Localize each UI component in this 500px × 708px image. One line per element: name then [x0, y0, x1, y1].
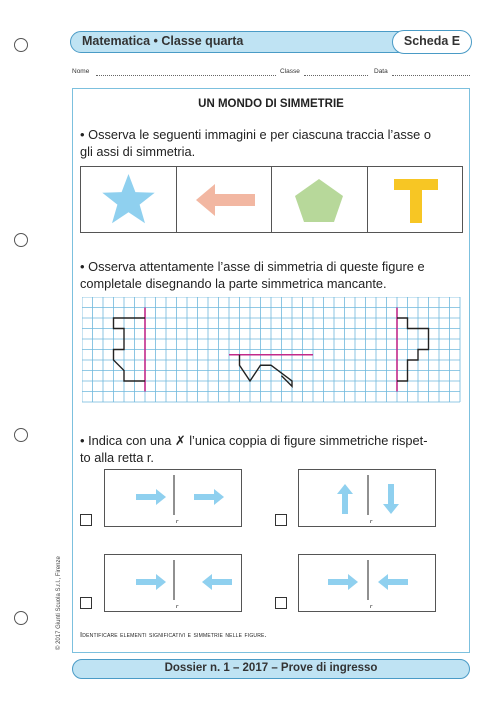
arrow-left-icon	[202, 574, 232, 590]
arrow-right-icon	[328, 574, 358, 590]
exercise3-instruction	[80, 432, 468, 466]
arrow-right-icon	[194, 489, 224, 505]
checkbox-pair-right-left-facing[interactable]	[275, 597, 287, 609]
bullet: •	[80, 259, 85, 274]
worksheet-title: UN MONDO DI SIMMETRIE	[198, 98, 344, 110]
checkbox-pair-right-left[interactable]	[80, 597, 92, 609]
class-label: Classe	[280, 68, 300, 75]
image-cell-letter-t[interactable]	[368, 167, 463, 232]
grid-figures	[82, 297, 462, 407]
exercise3-line2: to alla retta r.	[80, 450, 154, 465]
image-cell-star[interactable]	[81, 167, 177, 232]
checkbox-pair-up-down[interactable]	[275, 514, 287, 526]
bullet: •	[80, 127, 85, 142]
symmetry-images-table	[80, 166, 463, 233]
arrows-icon	[299, 555, 437, 613]
arrows-icon	[299, 470, 437, 528]
footnote: Identificare elementi significativi e simmetrie nelle figure.	[80, 630, 267, 639]
class-field[interactable]	[304, 75, 368, 76]
arrow-left-icon	[177, 167, 273, 234]
line-r-label: r	[176, 604, 179, 610]
arrows-icon	[105, 555, 243, 613]
arrows-icon	[105, 470, 243, 528]
arrow-up-icon	[337, 484, 353, 514]
pair-up-down	[298, 469, 436, 527]
image-cell-pentagon[interactable]	[272, 167, 368, 232]
pair-right-left	[104, 554, 242, 612]
exercise2-line1: Osserva attentamente l’asse di simmetria di queste figure e	[88, 259, 425, 274]
name-label: Nome	[72, 68, 90, 75]
line-r-label: r	[370, 519, 373, 525]
line-r-label: r	[176, 519, 179, 525]
star-icon	[81, 167, 176, 234]
scheda-label: Scheda E	[392, 30, 472, 54]
exercise1-line1: Osserva le seguenti immagini e per ciascuna traccia l’asse o	[88, 127, 431, 142]
date-field[interactable]	[392, 75, 470, 76]
date-label: Data	[374, 68, 388, 75]
bullet: •	[80, 433, 85, 448]
name-field[interactable]	[96, 75, 276, 76]
exercise2-line2: completale disegnando la parte simmetrica mancante.	[80, 276, 387, 291]
pair-right-right	[104, 469, 242, 527]
letter-t-icon	[368, 167, 464, 234]
pair-right-left-facing	[298, 554, 436, 612]
pentagon-icon	[272, 167, 368, 234]
copyright: © 2017 Giunti Scuola S.r.l., Firenze	[56, 556, 62, 650]
binder-hole	[14, 233, 28, 247]
exercise2-instruction	[80, 258, 468, 292]
binder-hole	[14, 611, 28, 625]
exercise3-line1: Indica con una ✗ l’unica coppia di figure simmetriche rispet-	[88, 433, 428, 448]
symmetry-grid[interactable]	[82, 297, 462, 412]
arrow-right-icon	[136, 489, 166, 505]
binder-hole	[14, 428, 28, 442]
exercise1-line2: gli assi di simmetria.	[80, 144, 196, 159]
line-r-label: r	[370, 604, 373, 610]
binder-hole	[14, 38, 28, 52]
arrow-down-icon	[383, 484, 399, 514]
student-info-row	[72, 68, 472, 80]
exercise1-instruction	[80, 126, 468, 160]
checkbox-pair-right-right[interactable]	[80, 514, 92, 526]
arrow-right-icon	[136, 574, 166, 590]
arrow-left-icon	[378, 574, 408, 590]
image-cell-arrow[interactable]	[177, 167, 273, 232]
footer-bar: Dossier n. 1 – 2017 – Prove di ingresso	[72, 659, 470, 679]
header-title: Matematica • Classe quarta	[82, 34, 244, 48]
